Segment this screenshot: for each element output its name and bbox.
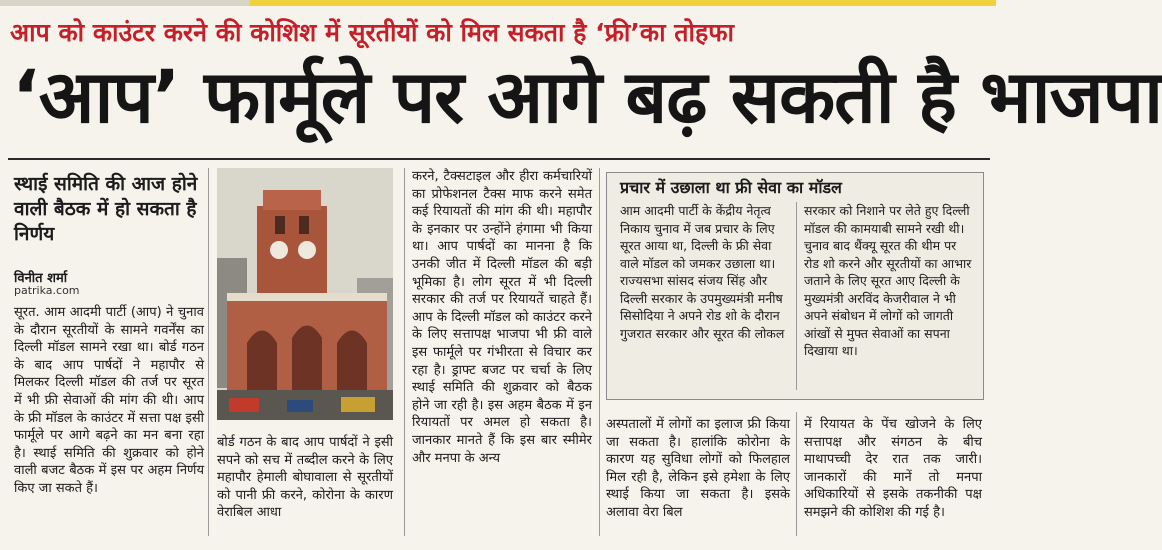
box-divider [796, 202, 797, 390]
byline: विनीत शर्मा [14, 271, 68, 286]
column-divider [208, 168, 209, 536]
article-column-2: बोर्ड गठन के बाद आप पार्षदों ने इसी सपने को सच में तब्दील करने के लिए महापौर हेमाली बोघावाला से सूरतीयों को पानी फ्री करने, कोरोना के कारण वेराबिल आधा [217, 435, 393, 521]
headline-rule [8, 158, 990, 160]
side-heading: स्थाई समिति की आज होने वाली बैठक में हो सकता है निर्णय [14, 173, 198, 245]
box-column-left: आम आदमी पार्टी के केंद्रीय नेतृत्व निकाय चुनाव में जब प्रचार के लिए सूरत आया था, दिल्ली के फ्री सेवा वाले मॉडल को जमकर उछाला था। राज्यसभा सांसद संजय सिंह और दिल्ली सरकार के उपमुख्यमंत्री मनीष सिसोदिया ने अपने रोड शो के दौरान गुजरात सरकार और सूरत की लोकल [620, 203, 785, 341]
article-column-5: में रियायत के पेंच खोजने के लिए सत्तापक्ष और संगठन के बीच माथापच्ची देर रात तक जारी। जानकारों की मानें तो मनपा अधिकारियों से इसके तकनीकी पक्ष समझने की कोशिश की गई है। [804, 417, 982, 520]
clock-tower-illustration [217, 168, 393, 420]
main-headline: ‘आप’ फार्मूले पर आगे बढ़ सकती है भाजपा [12, 55, 1162, 140]
column-divider [796, 412, 797, 536]
accent-stripe [250, 0, 996, 6]
box-column-right: सरकार को निशाने पर लेते हुए दिल्ली मॉडल की कामयाबी सामने रखी थी। चुनाव बाद थैंक्यू सूरत की थीम पर रोड शो करने और सूरतीयों का आभार जताने के लिए सूरत आए दिल्ली के मुख्यमंत्री अरविंद केजरीवाल ने भी अपने संबोधन में लोगों को जागती आंखों से मुफ्त सेवाओं का सपना दिखाया था। [804, 203, 972, 358]
kicker-subheadline: आप को काउंटर करने की कोशिश में सूरतीयों को मिल सकता है ‘फ्री’का तोहफा [10, 18, 734, 47]
article-column-4: अस्पतालों में लोगों का इलाज फ्री किया जा सकता है। हालांकि कोरोना के कारण यह सुविधा लोगों को फिलहाल मिल रही है, लेकिन इसे हमेशा के लिए स्थाई किया जा सकता है। इसके अलावा वेरा बिल [606, 417, 790, 520]
clock-tower-photo [217, 168, 393, 420]
article-column-1: सूरत. आम आदमी पार्टी (आप) ने चुनाव के दौरान सूरतीयों के सामने गवर्नेंस का दिल्ली मॉडल सामने रखा था। बोर्ड गठन के बाद आप पार्षदों ने महापौर से मिलकर दिल्ली मॉडल की तर्ज पर सूरत में भी फ्री सेवाओं की मांग की थी। आप के फ्री मॉडल के काउंटर में सत्ता पक्ष इसी फार्मूले पर आगे बढ़ने का मन बना रहा है। स्थाई समिति की शुक्रवार को होने वाली बजट बैठक में इस पर अहम निर्णय किए जा सकते हैं। [14, 305, 204, 496]
byline-site: patrika.com [14, 284, 80, 297]
article-column-3: करने, टैक्सटाइल और हीरा कर्मचारियों का प्रोफेशनल टैक्स माफ करने समेत कई रियायतों की मांग की थी। महापौर के इनकार पर उन्होंने हंगामा भी किया था। आप पार्षदों का मानना है कि उनकी जीत में दिल्ली मॉडल की बड़ी भूमिका है। लोग सूरत में भी दिल्ली सरकार की तर्ज पर रियायतें चाहते हैं। आप के दिल्ली मॉडल को काउंटर करने के लिए सत्तापक्ष भाजपा भी फ्री वाले इस फार्मूले पर गंभीरता से विचार कर रहा है। ड्राफ्ट बजट पर चर्चा के लिए स्थाई समिति की शुक्रवार को बैठक होने जा रही है। इस अहम बैठक में इन रियायतों पर अमल हो सकता है। जानकार मानते हैं कि इस बार स्मीमेर और मनपा के अन्य [412, 169, 592, 466]
top-color-bar [0, 0, 996, 6]
column-divider [404, 168, 405, 536]
box-heading: प्रचार में उछाला था फ्री सेवा का मॉडल [620, 178, 842, 197]
column-divider [599, 168, 600, 536]
